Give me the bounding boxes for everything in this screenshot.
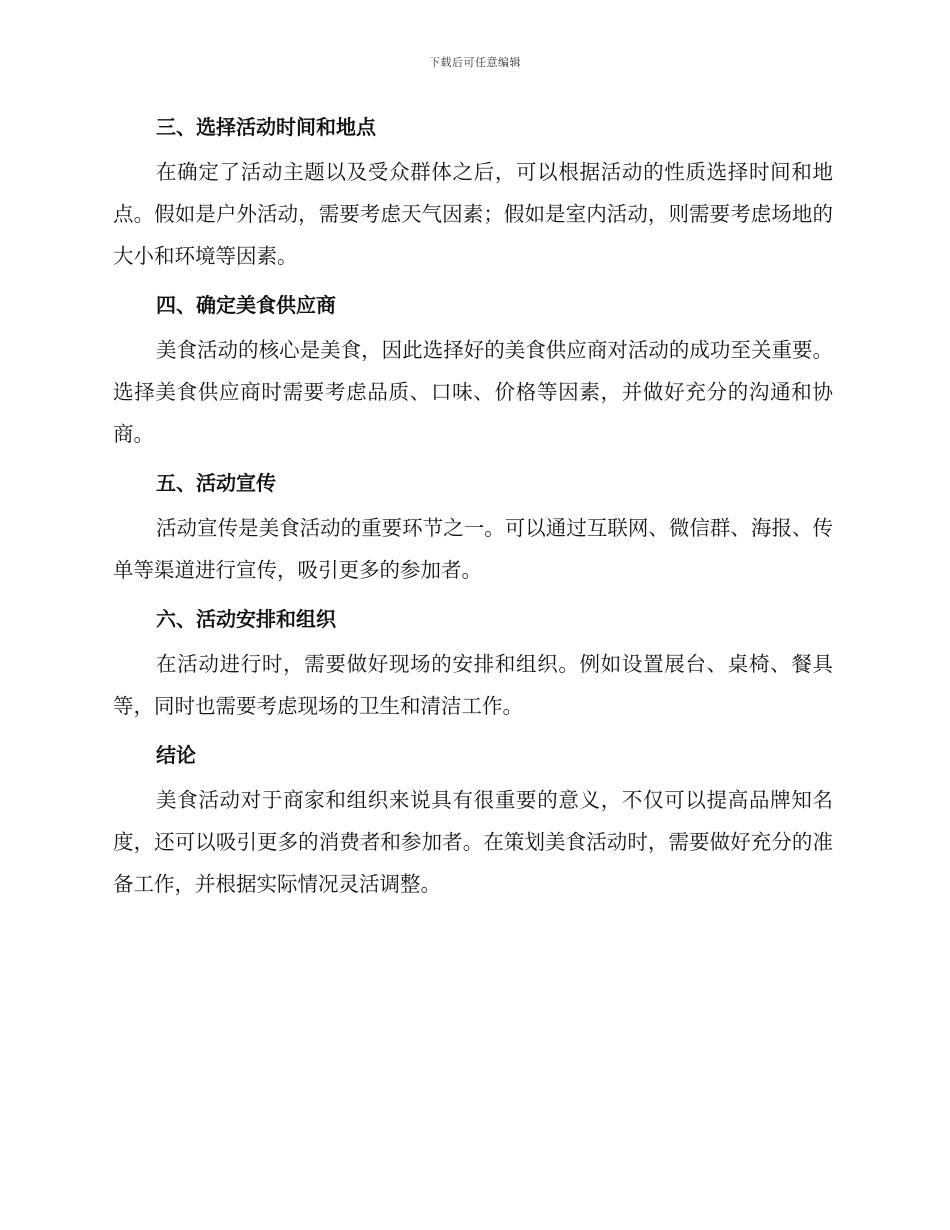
section-body-food-supplier: 美食活动的核心是美食，因此选择好的美食供应商对活动的成功至关重要。选择美食供应商时需要考虑品质、口味、价格等因素，并做好充分的沟通和协商。 <box>113 338 833 446</box>
section-heading-arrangement: 六、活动安排和组织 <box>156 607 336 631</box>
section-body-arrangement: 在活动进行时，需要做好现场的安排和组织。例如设置展台、桌椅、餐具等，同时也需要考虑现场的卫生和清洁工作。 <box>113 652 833 718</box>
header-note: 下载后可任意编辑 <box>429 56 521 69</box>
section-body-time-location: 在确定了活动主题以及受众群体之后，可以根据活动的性质选择时间和地点。假如是户外活动，需要考虑天气因素；假如是室内活动，则需要考虑场地的大小和环境等因素。 <box>113 160 833 268</box>
section-heading-time-location: 三、选择活动时间和地点 <box>156 115 376 139</box>
document-content <box>113 108 833 914</box>
section-body-promotion: 活动宣传是美食活动的重要环节之一。可以通过互联网、微信群、海报、传单等渠道进行宣传，吸引更多的参加者。 <box>113 516 833 582</box>
section-body-conclusion: 美食活动对于商家和组织来说具有很重要的意义，不仅可以提高品牌知名度，还可以吸引更多的消费者和参加者。在策划美食活动时，需要做好充分的准备工作，并根据实际情况灵活调整。 <box>113 788 833 896</box>
section-heading-conclusion: 结论 <box>156 743 196 767</box>
section-heading-promotion: 五、活动宣传 <box>156 471 276 495</box>
section-heading-food-supplier: 四、确定美食供应商 <box>156 293 336 317</box>
